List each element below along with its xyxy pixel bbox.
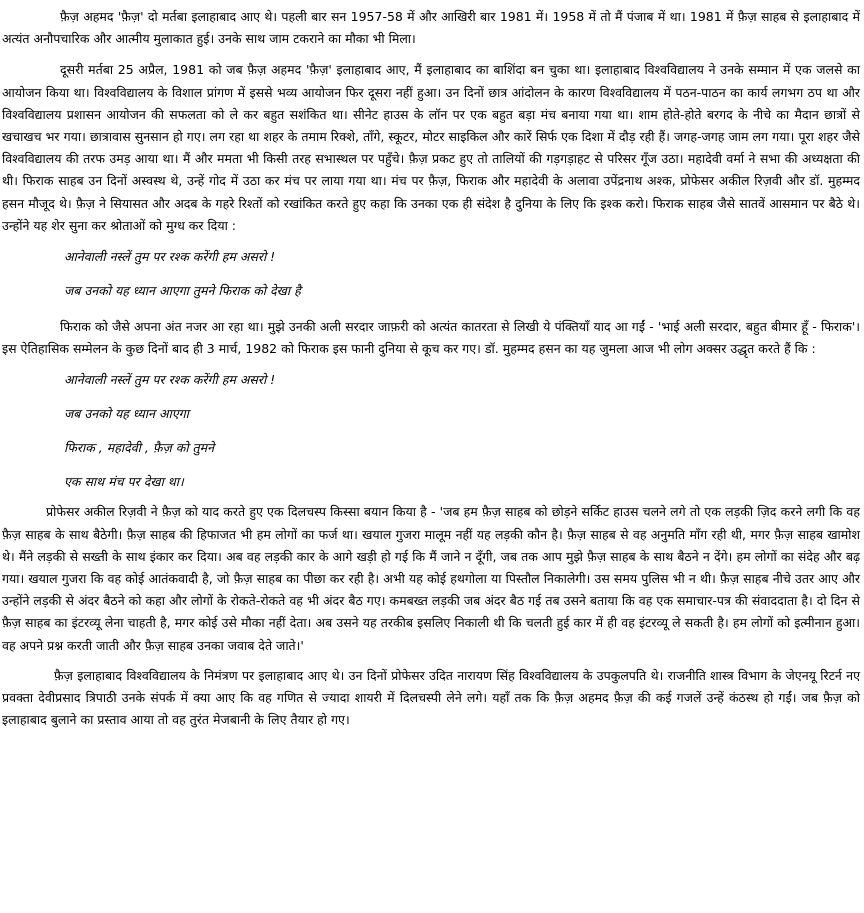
paragraph-faiz-visits: फ़ैज़ अहमद 'फ़ैज़' दो मर्तबा इलाहाबाद आए थे। पहली बार सन 1957-58 में और आखिरी बार 1981 में। 1958 में तो मैं पंजाब में था। 1981 में फ़ैज़ साहब से इलाहाबाद में अत्यंत अनौपचारिक और आत्मीय मुलाकात हुई। उनके साथ जाम टकराने का मौका भी मिला। — [2, 9, 860, 47]
paragraph-firaq-end: फिराक को जैसे अपना अंत नजर आ रहा था। मुझे उनकी अली सरदार जाफ़री को अत्यंत कातरता से लिखी ये पंक्तियाँ याद आ गईं - 'भाई अली सरदार, बहुत बीमार हूँ - फिराक'। इस ऐतिहासिक सम्मेलन के कुछ दिनों बाद ही 3 मार्च, 1982 को फिराक इस फानी दुनिया से कूच कर गए। डॉ. मुहम्मद हसन का यह जुमला आज भी लोग अक्सर उद्धृत करते हैं कि : — [2, 319, 860, 357]
paragraph-university-invitation: फ़ैज़ इलाहाबाद विश्वविद्यालय के निमंत्रण पर इलाहाबाद आए थे। उन दिनों प्रोफेसर उदित नारायण सिंह विश्वविद्यालय के उपकुलपति थे। राजनीति शास्त्र विभाग के जेएनयू रिटर्न नए प्रवक्ता देवीप्रसाद त्रिपाठी उनके संपर्क में क्या आए कि वह गणित से ज्यादा शायरी में दिलचस्पी लेने लगे। यहाँ तक कि फ़ैज़ अहमद फ़ैज़ की कई गजलें उन्हें कंठस्थ हो गईं। जब फ़ैज़ को इलाहाबाद बुलाने का प्रस्ताव आया तो वह तुरंत मेजबानी के लिए तैयार हो गए। — [2, 667, 860, 728]
paragraph-second-visit: दूसरी मर्तबा 25 अप्रैल, 1981 को जब फ़ैज़ अहमद 'फ़ैज़' इलाहाबाद आए, मैं इलाहाबाद का बाशिंदा बन चुका था। इलाहाबाद विश्वविद्यालय ने उनके सम्मान में एक जलसे का आयोजन किया था। विश्वविद्यालय के विशाल प्रांगण में इससे भव्य आयोजन फिर दूसरा नहीं हुआ। उन दिनों छात्र आंदोलन के कारण विश्वविद्यालय में पठन-पाठन का कार्य लगभग ठप था और विश्वविद्यालय प्रशासन आयोजन की सफलता को ले कर बहुत सशंकित था। सीनेट हाउस के लॉन पर एक बहुत बड़ा मंच बनाया गया था। शाम होते-होते बरगद के नीचे का मैदान छात्रों से खचाखच भर गया। छात्रावास सुनसान हो गए। लग रहा था शहर के तमाम रिक्शे, ताँगे, स्कूटर, मोटर साइकिल और कारें सिर्फ एक दिशा में दौड़ रही हैं। जगह-जगह जाम लग गया। पूरा शहर जैसे विश्वविद्यालय की तरफ उमड़ आया था। मैं और ममता भी किसी तरह सभास्थल पर पहुँचे। फ़ैज़ प्रकट हुए तो तालियों की गड़गड़ाहट से परिसर गूँज उठा। महादेवी वर्मा ने सभा की अध्यक्षता की थी। फिराक साहब उन दिनों अस्वस्थ थे, उन्हें गोद में उठा कर मंच पर लाया गया था। मंच पर फ़ैज़, फिराक और महादेवी के अलावा उपेंद्रनाथ अश्क, प्रोफेसर अकील रिज़वी और डॉ. मुहम्मद हसन मौजूद थे। फ़ैज़ ने सियासत और अदब के गहरे रिश्तों को रखांकित करते हुए कहा कि उनका एक ही संदेश है दुनिया के लिए कि इश्क करो। फिराक साहब जैसे सातवें आसमान पर बैठे थे। उन्होंने यह शेर सुना कर श्रोताओं को मुग्ध कर दिया : — [2, 62, 860, 233]
document-page — [2, 6, 860, 740]
verse-line: आनेवाली नस्लें तुम पर रश्क करेंगी हम असरो ! — [64, 372, 276, 388]
verse-line: फिराक , महादेवी , फ़ैज़ को तुमने — [64, 440, 215, 456]
verse-line: जब उनको यह ध्यान आएगा तुमने फिराक को देखा है — [64, 283, 301, 299]
verse-line: एक साथ मंच पर देखा था। — [64, 474, 184, 490]
verse-line: आनेवाली नस्लें तुम पर रश्क करेंगी हम असरो ! — [64, 249, 276, 265]
verse-line: जब उनको यह ध्यान आएगा — [64, 406, 189, 422]
verse-block-hasan-quote — [2, 369, 860, 493]
verse-block-firaq — [2, 246, 860, 302]
paragraph-rizvi-anecdote: प्रोफेसर अकील रिज़वी ने फ़ैज़ को याद करते हुए एक दिलचस्प किस्सा बयान किया है - 'जब हम फ़ैज़ साहब को छोड़ने सर्किट हाउस चलने लगे तो एक लड़की ज़िद करने लगी कि वह फ़ैज़ साहब के साथ बैठेगी। फ़ैज़ साहब की हिफाजत भी हम लोगों का फर्ज था। खयाल गुजरा मालूम नहीं यह लड़की कौन है। फ़ैज़ साहब से वह अनुमति माँग रही थी, मगर फ़ैज़ साहब खामोश थे। मैंने लड़की से सख्ती के साथ इंकार कर दिया। अब वह लड़की कार के आगे खड़ी हो गई कि मैं जाने न दूँगी, जब तक आप मुझे फ़ैज़ साहब के साथ बैठने न देंगे। हम लोगों का संदेह और बढ़ गया। खयाल गुजरा कि वह कोई आतंकवादी है, जो फ़ैज़ साहब का पीछा कर रही है। अभी यह कोई हथगोला या पिस्तौल निकालेगी। उस समय पुलिस भी न थी। फ़ैज़ साहब नीचे उतर आए और उन्होंने लड़की से अंदर बैठने को कहा और लोगों के रोकते-रोकते वह भी अंदर बैठ गए। कमबख्त लड़की जब अंदर बैठ गई तब उसने बताया कि वह एक समाचार-पत्र की संवाददाता है। दो दिन से फ़ैज़ साहब का इंटरव्यू लेना चाहती है, मगर कोई उसे मौका नहीं देता। अब उसने यह तरकीब इसलिए निकाली थी कि चलती हुई कार में ही वह इंटरव्यू ले सकती है। हम लोगों को इत्मीनान हुआ। वह अपने प्रश्न करती जाती और फ़ैज़ साहब उनका जवाब देते जाते।' — [2, 504, 860, 653]
